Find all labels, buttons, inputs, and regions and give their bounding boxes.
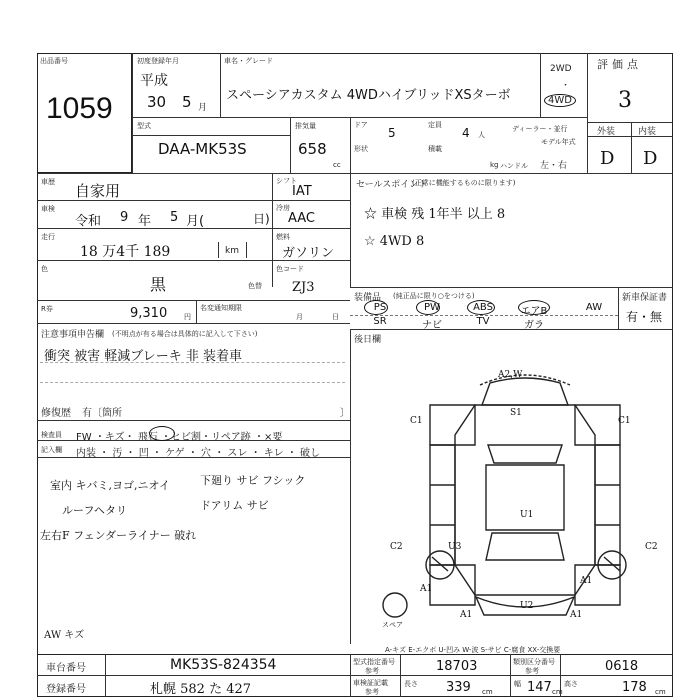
mark-u1: U1	[520, 510, 534, 520]
repair-value: 有〔箇所	[82, 408, 122, 419]
exterior-score: D	[600, 148, 615, 169]
score-value: 3	[618, 88, 632, 113]
car-name-label: 車名・グレード	[224, 57, 273, 65]
plate-label: 登録番号	[46, 684, 86, 695]
equipment-item: SR	[373, 316, 387, 327]
shift-label: シフト	[276, 177, 297, 185]
equipment-item: ABS	[473, 302, 493, 313]
usage-label: 車歴	[41, 178, 55, 186]
chip-circle	[149, 426, 175, 441]
spec-sub: 参考	[365, 688, 379, 696]
load-unit: kg	[490, 161, 499, 169]
width-unit: cm	[552, 688, 563, 696]
memo-2: ルーフヘタリ	[62, 504, 128, 517]
memo-3: 左右F フェンダーライナー 破れ	[40, 529, 197, 542]
exterior-label: 外装	[597, 127, 616, 137]
mark-c1-left: C1	[410, 416, 423, 426]
fuel: ガソリン	[282, 246, 335, 261]
aircon-label: 冷房	[276, 204, 290, 212]
color-no-label: 色替	[248, 282, 262, 290]
equipment-item: ガラ	[524, 320, 544, 331]
car-damage-diagram	[380, 365, 670, 645]
mark-a1-left: A1	[420, 584, 433, 594]
inspector-row-1: FW ・キズ・ 飛石 ・ヒビ割・リペア跡 ・×要	[76, 432, 283, 443]
designation-number: 18703	[436, 659, 478, 674]
inspection-year-unit: 年	[138, 214, 152, 229]
drive-dot: ・	[561, 81, 571, 91]
report-text: 衝突 被害 軽減ブレーキ 非 装着車	[44, 349, 243, 364]
spec-label: 車検証記載	[353, 679, 388, 687]
model-label: 型式	[137, 122, 151, 130]
repair-close: 〕	[340, 408, 350, 419]
color-code-label: 色コード	[276, 265, 304, 273]
category-number: 0618	[605, 659, 639, 674]
capacity-unit: 人	[478, 131, 485, 139]
inspection-year: 9	[120, 210, 129, 225]
shift: IAT	[292, 184, 312, 199]
equipment-item: ナビ	[422, 320, 442, 331]
category-label: 類別区分番号	[513, 658, 555, 666]
reg-month-unit: 月	[198, 103, 208, 113]
model-code: DAA-MK53S	[158, 140, 247, 158]
score-label: 評価点	[597, 58, 642, 71]
memo-1: 室内 キバミ,ヨゴ,ニオイ	[50, 479, 170, 492]
name-change-label: 名変通知期限	[200, 304, 242, 312]
length-unit: cm	[482, 688, 493, 696]
mark-u2: U2	[520, 601, 534, 611]
capacity: 4	[462, 126, 470, 140]
rear-label: 後日欄	[354, 335, 382, 345]
inspection-month: 5	[170, 210, 179, 225]
designation-label: 型式指定番号	[353, 658, 395, 666]
aircon: AAC	[288, 211, 315, 226]
lot-number: 1059	[46, 92, 113, 125]
mark-a2w: A2,W	[498, 370, 523, 380]
color-label: 色	[41, 265, 48, 273]
height-label: 高さ	[564, 680, 578, 688]
inspection-day-unit: 日)	[253, 212, 270, 226]
handle-value: 左・右	[540, 161, 568, 171]
fuel-label: 燃料	[276, 233, 290, 241]
equipment-item: エアB	[520, 306, 548, 317]
equipment-item: PW	[424, 302, 440, 313]
drive-4wd: 4WD	[544, 94, 576, 107]
sales-point-label: セールスポイント	[356, 180, 428, 190]
sales-line-1: ☆ 車検 残 1年半 以上 8	[364, 207, 506, 222]
sales-point-note: (正常に機能するものに限ります)	[412, 179, 516, 187]
reg-month: 5	[182, 93, 192, 111]
equipment-note: (純正品に限り○をつける)	[393, 292, 475, 300]
chassis-label: 車台番号	[46, 663, 86, 674]
report-sub: (不明点が有る場合は具体的に記入して下さい)	[112, 330, 258, 338]
inspection-month-unit: 月(	[186, 214, 205, 229]
lot-label: 出品番号	[40, 57, 68, 65]
displacement-unit: cc	[333, 161, 341, 169]
memo-6: AW キズ	[44, 630, 85, 641]
interior-score: D	[643, 148, 658, 169]
drive-2wd: 2WD	[550, 64, 572, 74]
recycle: 9,310	[130, 306, 168, 321]
height-value: 178	[622, 680, 647, 695]
inspector-row-2: 内装 ・ 汚 ・ 凹 ・ ケゲ ・ 穴 ・ スレ ・ キレ ・ 破し	[76, 448, 321, 459]
chassis-number: MK53S-824354	[170, 657, 277, 673]
category-sub: 参考	[525, 667, 539, 675]
mark-u3: U3	[448, 542, 462, 552]
equipment-item: PS	[373, 302, 387, 313]
length-label: 長さ	[404, 680, 418, 688]
memo-4: 下廻り サビ フシック	[200, 474, 306, 487]
mileage-label: 走行	[41, 233, 55, 241]
equipment-label: 装備品	[354, 293, 382, 303]
name-change-month: 月	[296, 313, 303, 321]
mark-a1-right: A1	[580, 576, 593, 586]
memo-5: ドアリム サビ	[200, 499, 269, 512]
recycle-unit: 円	[184, 313, 191, 321]
mark-c2-left: C2	[390, 542, 403, 552]
handle-label: ハンドル	[500, 162, 528, 170]
plate-number: 札幌 582 た 427	[150, 682, 252, 697]
reg-era: 平成	[140, 73, 168, 89]
usage: 自家用	[75, 182, 121, 200]
warranty-label: 新車保証書	[622, 293, 668, 303]
width-value: 147	[527, 680, 552, 695]
diagram-legend: A-キズ E-エクボ U-凹み W-波 S-サビ C-腐食 XX-交換要	[385, 646, 561, 654]
recycle-label: R券	[41, 305, 53, 313]
width-label: 幅	[514, 680, 521, 688]
interior-label: 内装	[638, 127, 657, 137]
inspection-label: 車検	[41, 205, 55, 213]
displacement: 658	[298, 140, 327, 158]
shape-label: 形状	[354, 145, 368, 153]
reg-year: 30	[147, 93, 167, 111]
mark-spare: スペア	[382, 621, 403, 629]
mileage-unit: km	[225, 246, 239, 256]
inspection-era: 令和	[75, 214, 102, 229]
length-value: 339	[446, 680, 471, 695]
load-label: 積載	[428, 145, 442, 153]
height-unit: cm	[655, 688, 666, 696]
warranty-value: 有・無	[626, 310, 663, 324]
mileage: 18 万4千 189	[80, 244, 171, 260]
equipment-item: TV	[476, 316, 490, 327]
doors: 5	[388, 126, 396, 140]
inspector-label-2: 記入欄	[41, 446, 62, 454]
model-year-label: モデル年式	[541, 138, 576, 146]
capacity-label: 定員	[428, 121, 442, 129]
dealer-label: ディーラー・並行	[512, 125, 568, 133]
color: 黒	[150, 275, 167, 294]
mark-c2-right: C2	[645, 542, 658, 552]
report-label: 注意事項申告欄	[41, 330, 105, 340]
repair-label: 修復歴	[41, 408, 71, 419]
equipment-item: AW	[585, 302, 603, 313]
color-code: ZJ3	[292, 280, 315, 295]
displacement-label: 排気量	[295, 122, 316, 130]
mark-s1: S1	[510, 408, 522, 418]
mark-a1-rear-left: A1	[460, 610, 473, 620]
name-change-day: 日	[332, 313, 339, 321]
doors-label: ドア	[354, 121, 368, 129]
designation-sub: 参考	[365, 667, 379, 675]
mark-c1-right: C1	[618, 416, 631, 426]
mark-a1-rear-right: A1	[570, 610, 583, 620]
inspector-label-1: 検査員	[41, 431, 62, 439]
first-reg-label: 初度登録年月	[137, 57, 179, 65]
car-name: スペーシアカスタム 4WDハイブリッドXSターボ	[226, 88, 511, 103]
sales-line-2: ☆ 4WD 8	[364, 234, 425, 249]
